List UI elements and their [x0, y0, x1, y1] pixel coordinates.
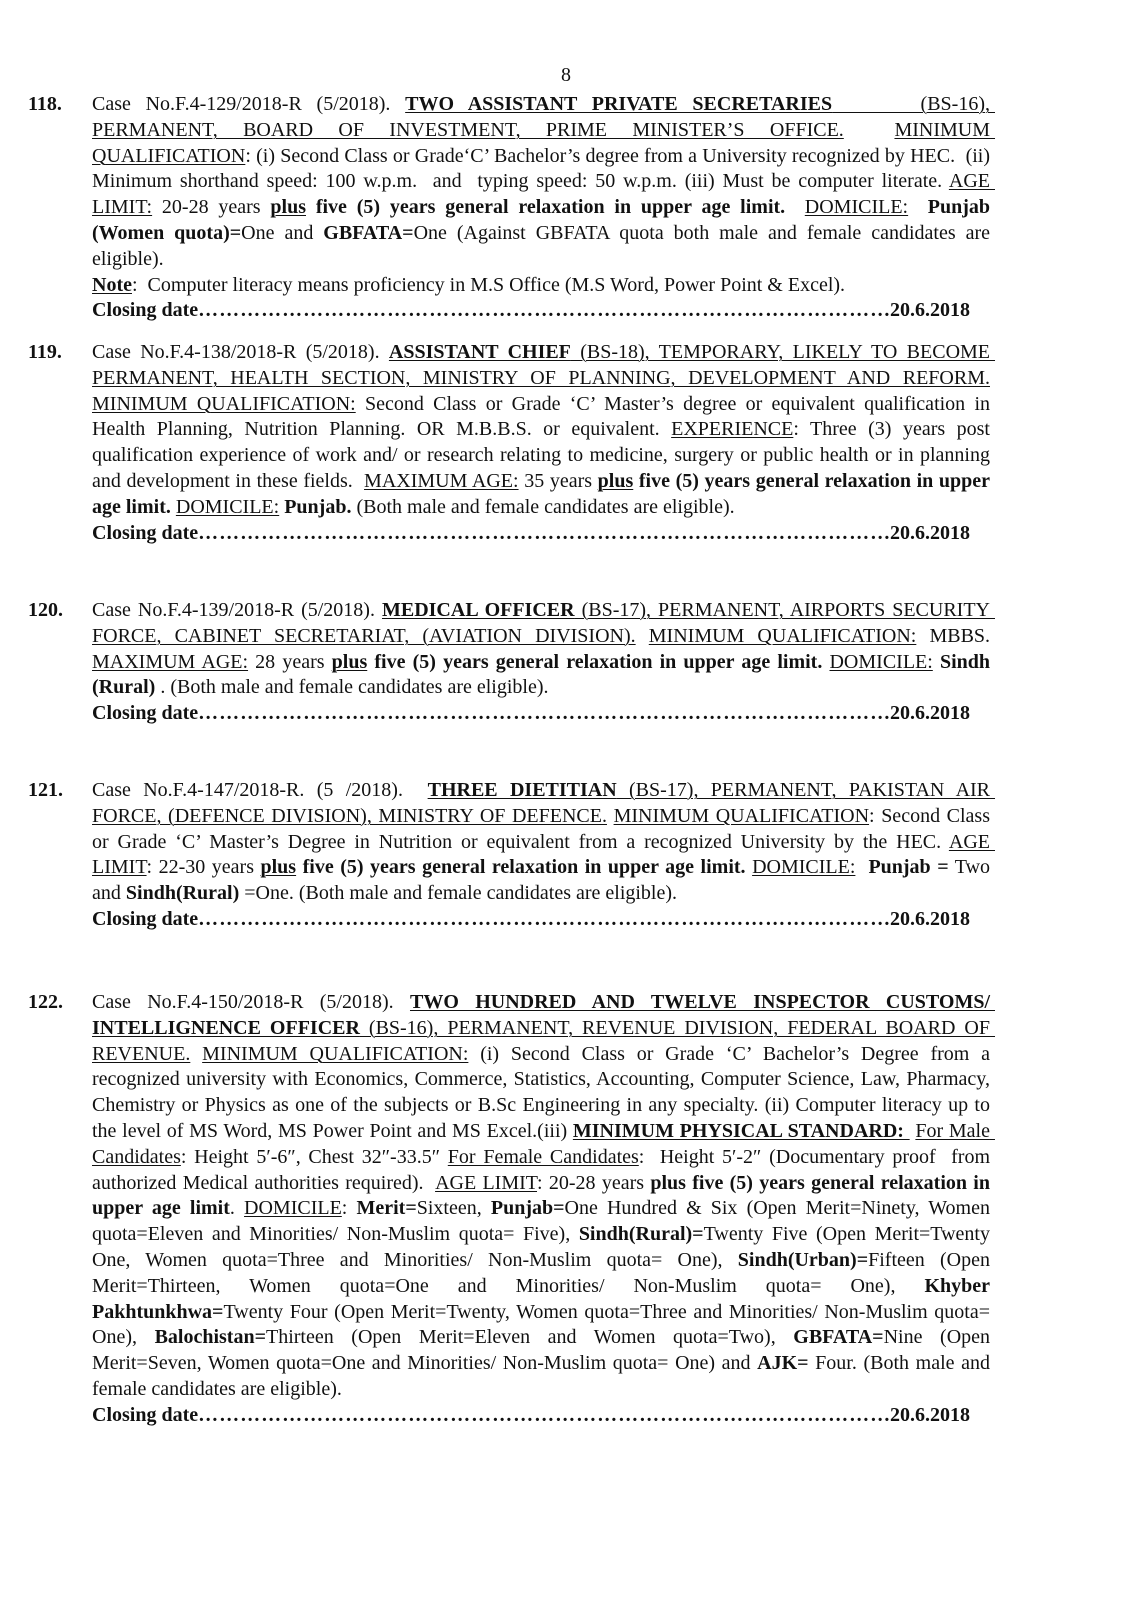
underlined-text: For Female Candidates [447, 1145, 639, 1168]
text-segment: MBBS. [916, 624, 996, 647]
underlined-text: EXPERIENCE [671, 418, 794, 441]
text-segment: Nine (Open Merit=Seven, Women quota=One and Minorities/ Non-Muslim quota= One) and [92, 1326, 996, 1375]
bold-text: THREE DIETITIAN [427, 779, 617, 801]
text-segment: One (Against GBFATA quota both male and female candidates are eligible). [92, 221, 995, 270]
underlined-text: MAXIMUM AGE: [364, 469, 519, 492]
entry-number: 122. [28, 991, 63, 1013]
text-segment: : Second Class or Grade ‘C’ Master’s Degree in Nutrition or equivalent from a recognized University by the HEC. [92, 804, 995, 853]
text-segment: (i) Second Class or Grade ‘C’ Bachelor’s Degree from a recognized university with Economics, Commerce, Statistics, Accounting, Computer Science, Law, Pharmacy, Chemistry or Physics as one of the subjects or B.Sc Engineering in any specialty. (ii) Computer literacy up to the level of MS Word, MS Power Point and MS Excel.(iii) [92, 1042, 996, 1142]
bold-text: Balochistan= [154, 1326, 266, 1349]
text-segment: : 22-30 years [146, 856, 261, 879]
closing-date-line [92, 521, 970, 547]
bold-text: Sindh(Urban)= [737, 1248, 869, 1271]
underlined-text: DOMICILE: [752, 856, 856, 879]
page-number: 8 [561, 64, 571, 86]
underlined-text: (BS-17), PERMANENT, PAKISTAN AIR FORCE, (DEFENCE DIVISION), MINISTRY OF DEFENCE. [92, 779, 996, 827]
entry-number: 121. [28, 779, 63, 801]
text-segment: =One. (Both male and female candidates are eligible). [239, 882, 678, 905]
dot-leader [198, 1403, 890, 1429]
bold-text: Punjab. [284, 495, 352, 518]
text-segment: One Hundred & Six (Open Merit=Ninety, Women quota=Eleven and Minorities/ Non-Muslim quota= Five), [92, 1197, 995, 1246]
bold-text: MEDICAL OFFICER [381, 599, 575, 621]
text-segment: Case No.F.4-138/2018-R (5/2018). [92, 341, 389, 363]
bold-text: TWO HUNDRED AND TWELVE INSPECTOR CUSTOMS/ INTELLIGNENCE OFFICER [92, 991, 995, 1039]
text-segment: Sixteen, [416, 1197, 491, 1220]
text-segment: Second Class or Grade ‘C’ Master’s degree or equivalent qualification in Health Planning, Nutrition Planning. OR M.B.B.S. or equivalent. [92, 392, 995, 441]
dot-leader [198, 907, 890, 933]
text-segment [908, 196, 928, 218]
underlined-text: AGE LIMIT: [92, 170, 995, 219]
closing-date-label: Closing date [92, 299, 199, 322]
job-entry [28, 598, 996, 727]
closing-date-line [92, 298, 970, 324]
text-segment [190, 1043, 202, 1065]
bold-text: five (5) years general relaxation in upper age limit. [367, 650, 823, 673]
bold-text: Punjab (Women quota)= [92, 196, 995, 244]
text-segment: . [229, 1197, 245, 1220]
job-entry [28, 778, 996, 933]
text-segment: : 20-28 years [537, 1171, 651, 1194]
bold-text: Sindh (Rural) [92, 650, 996, 699]
text-segment: (Both male and female candidates are eligible). [351, 495, 735, 518]
underlined-text: (BS-18), TEMPORARY, LIKELY TO BECOME PERMANENT, HEALTH SECTION, MINISTRY OF PLANNING, DEVELOPMENT AND REFORM. [92, 341, 996, 389]
underlined-text: (BS-17), PERMANENT, AIRPORTS SECURITY FORCE, CABINET SECRETARIAT, (AVIATION DIVISION). [92, 599, 995, 647]
closing-date-line [92, 701, 970, 727]
text-segment: Two and [92, 856, 996, 905]
text-segment: Four. (Both male and female candidates are eligible). [92, 1352, 995, 1400]
bold-text: five (5) years general relaxation in upper age limit. [92, 469, 995, 518]
underlined-text: (BS-16), PERMANENT, REVENUE DIVISION, FEDERAL BOARD OF REVENUE. [92, 1016, 996, 1065]
bold-text: GBFATA= [793, 1326, 884, 1349]
text-segment [785, 196, 805, 218]
text-segment: Twenty Four (Open Merit=Twenty, Women quota=Three and Minorities/ Non-Muslim quota= One), [92, 1300, 995, 1349]
text-segment [990, 367, 995, 389]
dot-leader [198, 701, 890, 727]
text-segment: . (Both male and female candidates are eligible). [155, 676, 549, 699]
entry-number: 118. [28, 93, 62, 115]
closing-date-line [92, 1403, 970, 1429]
entry-text [92, 990, 996, 1403]
closing-date-value: 20.6.2018 [890, 299, 970, 322]
underlined-text: DOMICILE: [175, 495, 280, 518]
closing-date-value: 20.6.2018 [890, 521, 970, 544]
underlined-text: DOMICILE: [804, 196, 909, 219]
text-segment: : (i) Second Class or Grade‘C’ Bachelor’s degree from a University recognized by HEC. (ii) Minimum shorthand speed: 100 w.p.m. and typing speed: 50 w.p.m. (iii) Must be computer literate. [92, 144, 1000, 193]
text-segment: Case No.F.4-129/2018-R (5/2018). [92, 93, 406, 115]
entry-text [92, 598, 996, 701]
closing-date-label: Closing date [92, 521, 199, 544]
text-segment [855, 856, 868, 878]
underlined-text: DOMICILE: [829, 650, 933, 673]
text-segment: 35 years [518, 469, 598, 492]
job-entry [28, 990, 996, 1429]
text-segment: Thirteen (Open Merit=Eleven and Women quota=Two), [265, 1326, 794, 1349]
text-segment: Case No.F.4-150/2018-R (5/2018). [92, 991, 410, 1013]
entry-text [92, 92, 1000, 273]
text-segment: Twenty Five (Open Merit=Twenty One, Women quota=Three and Minorities/ Non-Muslim quota= One), [92, 1223, 995, 1271]
closing-date-line [92, 907, 970, 933]
entry-note [92, 273, 990, 299]
closing-date-label: Closing date [92, 907, 199, 930]
bold-text: ASSISTANT CHIEF [388, 341, 571, 363]
text-segment: One and [241, 221, 324, 244]
entry-number: 119. [28, 341, 62, 363]
dot-leader [198, 298, 890, 324]
entry-text [92, 340, 996, 521]
entry-text [92, 778, 996, 907]
job-entry [28, 92, 1000, 324]
underlined-text: MINIMUM QUALIFICATION: [92, 392, 356, 415]
bold-text: five (5) years general relaxation in upper age limit. [296, 856, 746, 879]
closing-date-value: 20.6.2018 [890, 1403, 970, 1426]
text-segment: 20-28 years [152, 196, 271, 219]
text-segment [636, 625, 649, 647]
bold-text: GBFATA= [323, 221, 414, 244]
bold-text: TWO ASSISTANT PRIVATE SECRETARIES [405, 93, 833, 115]
closing-date-value: 20.6.2018 [890, 907, 970, 930]
bold-text: Khyber Pakhtunkhwa= [92, 1274, 995, 1323]
underlined-text: DOMICILE [244, 1197, 342, 1220]
underlined-text: MINIMUM QUALIFICATION [613, 804, 870, 827]
underlined-text: AGE LIMIT [435, 1171, 538, 1194]
closing-date-label: Closing date [92, 702, 199, 725]
bold-text: Punjab= [490, 1197, 565, 1220]
text-segment: : Three (3) years post qualification experience of work and/ or research relating to medicine, surgery or public health or in planning and development in these fields. [92, 418, 995, 492]
bold-text: plus [597, 469, 634, 492]
text-segment: 28 years [248, 650, 332, 673]
text-segment: Fifteen (Open Merit=Thirteen, Women quota=One and Minorities/ Non-Muslim quota= One), [92, 1248, 996, 1297]
text-segment: Case No.F.4-139/2018-R (5/2018). [92, 599, 382, 621]
underlined-text: MINIMUM QUALIFICATION: [648, 624, 917, 647]
underlined-text: AGE LIMIT [92, 830, 995, 879]
text-segment: Case No.F.4-147/2018-R. (5 /2018). [92, 779, 428, 801]
text-segment [607, 805, 614, 827]
underlined-text: MINIMUM QUALIFICATION [92, 118, 996, 167]
text-segment: : [341, 1197, 357, 1220]
note-label: Note [92, 273, 132, 296]
bold-text: Sindh(Rural)= [578, 1223, 704, 1246]
text-segment [933, 651, 940, 673]
bold-text: Merit= [356, 1197, 417, 1220]
underlined-text: For Male Candidates [92, 1119, 995, 1168]
text-segment [844, 119, 895, 141]
bold-text: plus [331, 650, 368, 673]
closing-date-label: Closing date [92, 1403, 199, 1426]
underlined-text: MAXIMUM AGE: [92, 650, 249, 673]
note-text: : Computer literacy means proficiency in M.S Office (M.S Word, Power Point & Excel). [131, 273, 846, 296]
bold-text: AJK= [757, 1352, 809, 1375]
closing-date-value: 20.6.2018 [890, 702, 970, 725]
bold-text: Punjab = [868, 856, 949, 879]
text-segment: : Height 5′-6″, Chest 32″-33.5″ [180, 1145, 448, 1168]
entry-number: 120. [28, 599, 63, 621]
bold-text: Sindh(Rural) [125, 882, 240, 905]
bold-text: plus [270, 196, 306, 219]
underlined-text: MINIMUM QUALIFICATION: [202, 1042, 469, 1065]
bold-text: MINIMUM PHYSICAL STANDARD: [572, 1119, 910, 1142]
dot-leader [198, 521, 890, 547]
bold-text: five (5) years general relaxation in upper age limit. [306, 196, 786, 219]
bold-text: plus [260, 856, 297, 879]
text-segment: : Height 5′-2″ (Documentary proof from authorized Medical authorities required). [92, 1145, 996, 1194]
job-entry [28, 340, 996, 546]
bold-text: plus five (5) years general relaxation in upper age limit [92, 1171, 995, 1220]
underlined-text: (BS-16), PERMANENT, BOARD OF INVESTMENT, PRIME MINISTER’S OFFICE. [92, 93, 995, 141]
